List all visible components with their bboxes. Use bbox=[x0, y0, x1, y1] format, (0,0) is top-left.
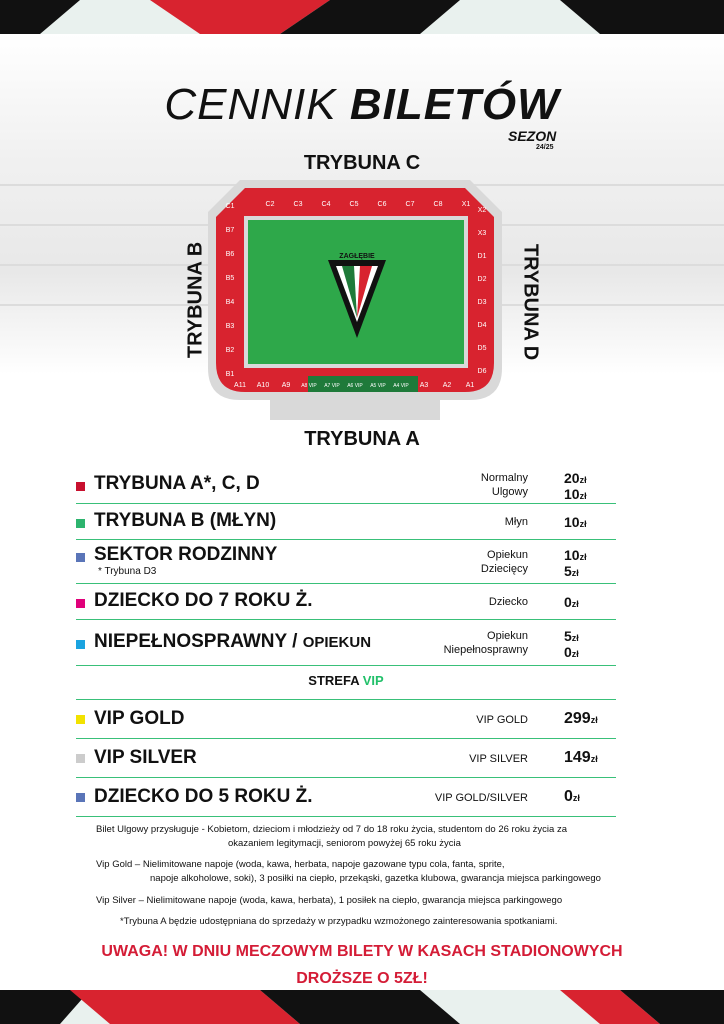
ticket-price: 10zł bbox=[564, 547, 587, 563]
ticket-type-label: Młyn bbox=[504, 516, 528, 528]
stand-d-label: TRYBUNA D bbox=[519, 243, 542, 361]
vip-header-prefix: STREFA bbox=[308, 673, 363, 688]
title-light: CENNIK bbox=[164, 80, 337, 129]
ticket-type-labels bbox=[481, 471, 528, 499]
stadium-map bbox=[200, 168, 510, 430]
ticket-type-label: Dziecko bbox=[488, 596, 528, 608]
ticket-type-label: Normalny bbox=[480, 472, 528, 484]
match-day-warning bbox=[0, 938, 724, 992]
sector-label: X2 bbox=[477, 207, 487, 214]
sector-label: D6 bbox=[477, 368, 487, 375]
sector-label: C2 bbox=[265, 201, 275, 208]
sector-label: X3 bbox=[477, 230, 487, 237]
price-row bbox=[76, 584, 616, 620]
category-name: SEKTOR RODZINNY bbox=[94, 544, 278, 565]
ticket-prices bbox=[564, 471, 587, 503]
note-silver: Vip Silver – Nielimitowane napoje (woda, kawa, herbata), 1 posiłek na ciepło, gwarancja miejsca parkingowego bbox=[96, 895, 563, 906]
season-label: SEZON bbox=[508, 128, 557, 144]
category-bullet bbox=[76, 640, 85, 649]
category-name: DZIECKO DO 5 ROKU Ż. bbox=[94, 785, 313, 807]
price-row bbox=[76, 466, 616, 504]
sector-label: B6 bbox=[225, 251, 235, 258]
sector-label: C5 bbox=[349, 201, 359, 208]
ticket-type-label: VIP GOLD/SILVER bbox=[434, 791, 528, 804]
sector-label: B5 bbox=[225, 275, 235, 282]
ticket-type-label: Opiekun bbox=[487, 549, 528, 561]
ticket-price: 299zł bbox=[564, 709, 598, 727]
category-bullet bbox=[76, 519, 85, 528]
price-row bbox=[76, 620, 616, 666]
sector-label: A5 VIP bbox=[370, 383, 386, 389]
category-bullet bbox=[76, 754, 85, 763]
category-bullet bbox=[76, 553, 85, 562]
sector-label: D3 bbox=[477, 299, 487, 306]
logo-text: ZAGŁĘBIE bbox=[339, 253, 375, 260]
ticket-price: 0zł bbox=[564, 644, 579, 660]
category-bullet bbox=[76, 793, 85, 802]
sector-label: A7 VIP bbox=[324, 383, 340, 389]
sector-label: C8 bbox=[433, 201, 443, 208]
sector-label: A9 bbox=[281, 382, 291, 389]
sector-label: B7 bbox=[225, 227, 235, 234]
ticket-price: 0zł bbox=[564, 594, 579, 610]
bottom-decor-band bbox=[0, 990, 724, 1024]
ticket-type-labels bbox=[505, 515, 528, 529]
vip-price-row bbox=[76, 700, 616, 739]
category-name: DZIECKO DO 7 ROKU Ż. bbox=[94, 590, 313, 611]
note-trybuna-a: *Trybuna A będzie udostępniana do sprzedaży w przypadku wzmożonego zainteresowania spotkaniami. bbox=[120, 916, 558, 927]
price-row bbox=[76, 540, 616, 584]
sector-label: A10 bbox=[256, 382, 270, 389]
sector-label: A8 VIP bbox=[301, 383, 317, 389]
note-gold-2: napoje alkoholowe, soki), 3 posiłki na ciepło, przekąski, gazetka klubowa, gwarancja miejsca parkingowego bbox=[150, 873, 601, 884]
ticket-type-labels bbox=[481, 548, 528, 576]
sector-label: A6 VIP bbox=[347, 383, 363, 389]
warning-line-1: UWAGA! W DNIU MECZOWYM BILETY W KASACH STADIONOWYCH bbox=[101, 943, 623, 960]
sector-label: A11 bbox=[234, 382, 246, 389]
vip-price-row bbox=[76, 739, 616, 778]
note-ulgowy-2: okazaniem legitymacji, seniorom powyżej 65 roku życia bbox=[228, 838, 461, 849]
sector-label: C4 bbox=[321, 201, 331, 208]
season-value: 24/25 bbox=[536, 144, 554, 151]
ticket-price: 0zł bbox=[564, 787, 580, 805]
ticket-prices bbox=[564, 595, 579, 611]
ticket-prices bbox=[564, 629, 579, 661]
vip-header-accent: VIP bbox=[362, 673, 384, 688]
sector-label: A3 bbox=[419, 382, 429, 389]
ticket-prices bbox=[564, 515, 587, 531]
ticket-type-label: Dziecięcy bbox=[480, 563, 528, 575]
title-bold: BILETÓW bbox=[349, 80, 560, 129]
top-decor-shapes bbox=[0, 0, 724, 34]
ticket-type-labels bbox=[444, 629, 528, 657]
stand-a-label: TRYBUNA A bbox=[304, 428, 420, 450]
category-bullet bbox=[76, 715, 85, 724]
ticket-type-label: Niepełnosprawny bbox=[443, 644, 528, 656]
ticket-price: 10zł bbox=[564, 486, 587, 502]
sector-label: D5 bbox=[477, 345, 487, 352]
sector-label: C7 bbox=[405, 201, 415, 208]
category-name: TRYBUNA A*, C, D bbox=[94, 473, 260, 494]
ticket-type-label: Ulgowy bbox=[491, 486, 528, 498]
category-bullet bbox=[76, 599, 85, 608]
top-decor-band bbox=[0, 0, 724, 34]
ticket-price: 20zł bbox=[564, 470, 587, 486]
sector-label: B3 bbox=[225, 323, 235, 330]
category-bullet bbox=[76, 482, 85, 491]
ticket-type-label: VIP GOLD bbox=[476, 713, 528, 726]
sector-label: B2 bbox=[225, 347, 235, 354]
warning-line-2: DROŻSZE O 5ZŁ! bbox=[296, 970, 428, 987]
sector-label: A1 bbox=[465, 382, 475, 389]
sector-label: D4 bbox=[477, 322, 487, 329]
category-note: * Trybuna D3 bbox=[98, 566, 157, 577]
ticket-type-labels bbox=[489, 595, 528, 609]
price-table bbox=[76, 466, 616, 817]
sector-label: C6 bbox=[377, 201, 387, 208]
ticket-price: 149zł bbox=[564, 748, 598, 766]
vip-header bbox=[76, 666, 616, 700]
sector-label: A2 bbox=[442, 382, 452, 389]
ticket-price: 10zł bbox=[564, 514, 587, 530]
vip-price-row bbox=[76, 778, 616, 817]
note-gold-1: Vip Gold – Nielimitowane napoje (woda, kawa, herbata, napoje gazowane typu cola, fanta, sprite, bbox=[96, 859, 505, 870]
category-name: NIEPEŁNOSPRAWNY / OPIEKUN bbox=[94, 631, 372, 652]
ticket-price: 5zł bbox=[564, 628, 579, 644]
sector-label: A4 VIP bbox=[393, 383, 409, 389]
price-row bbox=[76, 504, 616, 540]
stand-b-label: TRYBUNA B bbox=[184, 241, 207, 359]
page-title bbox=[0, 80, 724, 130]
bottom-decor-shapes bbox=[0, 990, 724, 1024]
category-name: VIP SILVER bbox=[94, 746, 197, 768]
sector-label: C3 bbox=[293, 201, 303, 208]
sector-label: X1 bbox=[461, 201, 471, 208]
category-name: VIP GOLD bbox=[94, 707, 185, 729]
note-ulgowy-1: Bilet Ulgowy przysługuje - Kobietom, dzieciom i młodzieży od 7 do 18 roku życia, studentom do 26 roku życia za bbox=[96, 824, 567, 835]
sector-label: B4 bbox=[225, 299, 235, 306]
ticket-type-label: Opiekun bbox=[487, 630, 528, 642]
ticket-type-label: VIP SILVER bbox=[469, 752, 528, 765]
ticket-price: 5zł bbox=[564, 563, 579, 579]
sector-label: B1 bbox=[225, 371, 235, 378]
category-name: TRYBUNA B (MŁYN) bbox=[94, 510, 277, 531]
sector-label: D2 bbox=[477, 276, 487, 283]
sector-label: C1 bbox=[225, 203, 235, 210]
ticket-prices bbox=[564, 548, 587, 580]
stand-c-label: TRYBUNA C bbox=[303, 152, 421, 174]
sector-label: D1 bbox=[477, 253, 487, 260]
